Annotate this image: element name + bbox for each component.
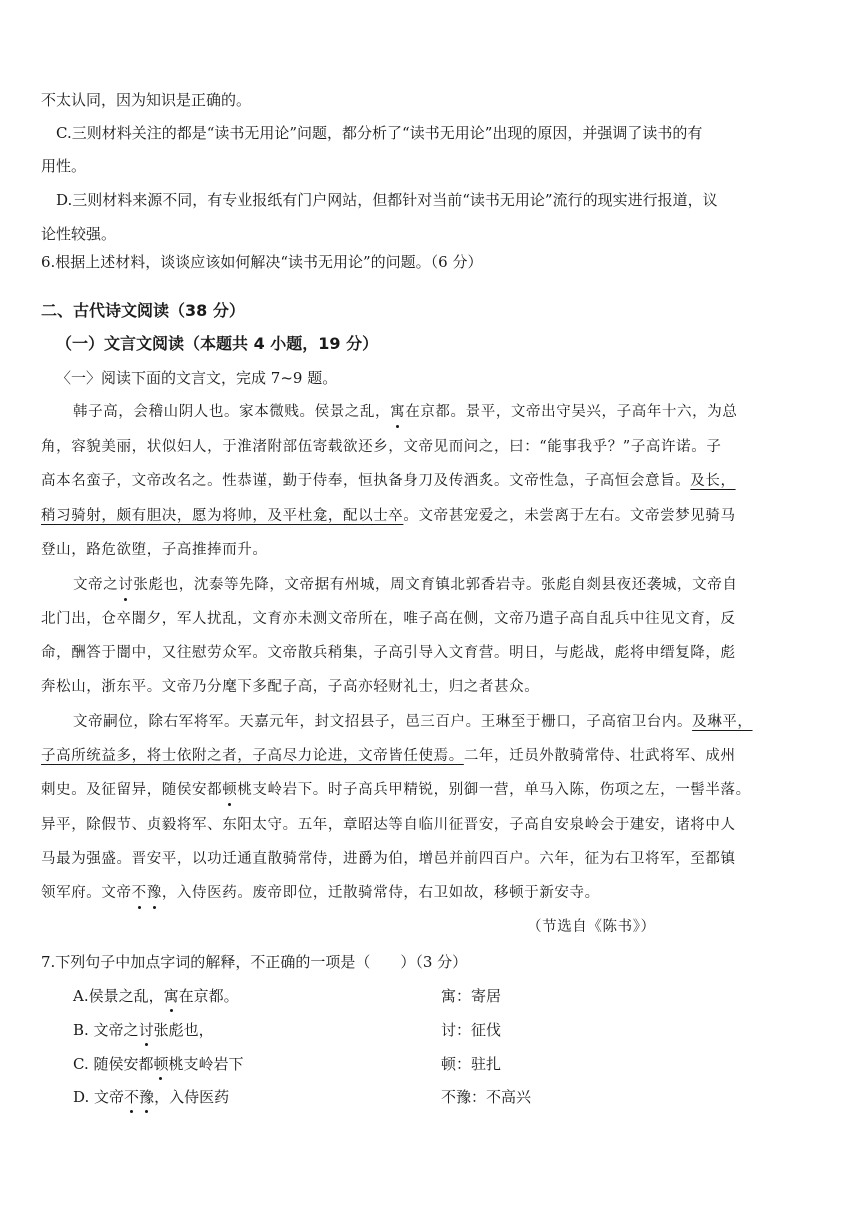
q7-option-a-explanation: 寓：寄居 [441, 987, 502, 1005]
passage-p1-line1: 韩子高，会稽山阴人也。家本微贱。侯景之乱，寓在京都。景平，文帝出守吴兴，子高年十六，为总 [73, 404, 738, 420]
q6-question: 6.根据上述材料，谈谈应该如何解决“读书无用论”的问题。（6 分） [41, 253, 483, 271]
q7-stem: 7.下列句子中加点字词的解释，不正确的一项是（ ）（3 分） [41, 953, 468, 971]
q7-option-a: A.侯景之乱，寓在京都。 [73, 987, 239, 1005]
passage-p3-line3: 刺史。及征留异，随侯安都顿桃支岭岩下。时子高兵甲精锐，别御一营，单马入陈，伤项之左，一髻半落。 [41, 782, 751, 798]
q7-option-c: C. 随侯安都顿桃支岭岩下 [73, 1055, 244, 1073]
passage-p3-line4: 异平，除假节、贞毅将军、东阳太守。五年，章昭达等自临川征晋安，子高自安泉岭会于建安，诸将中人 [41, 817, 736, 833]
underlined-sentence: 及琳平， [692, 714, 753, 730]
passage-p2-line2: 北门出，仓卒闇夕，军人扰乱，文育亦未测文帝所在，唯子高在侧，文帝乃遣子高自乱兵中往见文育，反 [41, 611, 736, 627]
passage-p3-line5: 马最为强盛。晋安平，以功迁通直散骑常侍，进爵为伯，增邑并前四百户。六年，征为右卫将军，至都镇 [41, 851, 736, 867]
passage-source: （节选自《陈书》） [527, 919, 656, 935]
emphasis-dot-char: 顿 [222, 782, 238, 798]
emphasis-dot-char: 寓 [390, 404, 406, 420]
section-title: 二、古代诗文阅读（38 分） [41, 301, 245, 320]
emphasis-dot-char: 寓 [163, 987, 179, 1005]
q5-option-c-line1: C.三则材料关注的都是“读书无用论”问题，都分析了“读书无用论”出现的原因，并强调了读书的有 [56, 124, 703, 142]
passage-p3-line6: 领军府。文帝不豫，入侍医药。废帝即位，迁散骑常侍，右卫如故，移顿于新安寺。 [41, 885, 600, 901]
instruction: 〈一〉阅读下面的文言文，完成 7~9 题。 [56, 369, 338, 387]
underlined-sentence: 子高所统益多，将士依附之者，子高尽力论进，文帝皆任使焉。 [41, 748, 464, 764]
underlined-sentence: 及长， [690, 473, 736, 489]
q7-option-b: B. 文帝之讨张彪也， [73, 1021, 214, 1039]
passage-p1-line3: 高本名蛮子，文帝改名之。性恭谨，勤于侍奉，恒执备身刀及传酒炙。文帝性急，子高恒会意旨。及长， [41, 473, 736, 489]
q7-option-b-explanation: 讨：征伐 [441, 1021, 502, 1039]
passage-p1-line4: 稍习骑射，颇有胆决，愿为将帅，及平杜龛，配以士卒。文帝甚宠爱之，未尝离于左右。文帝尝梦见骑马 [41, 508, 736, 524]
passage-p2-line3: 命，酬答于闇中，又往慰劳众军。文帝散兵稍集，子高引导入文育营。明日，与彪战，彪将申缙复降，彪 [41, 645, 736, 661]
passage-p2-line1: 文帝之讨张彪也，沈泰等先降，文帝据有州城，周文育镇北郭香岩寺。张彪自剡县夜还袭城，文帝自 [73, 577, 738, 593]
emphasis-dot-char: 豫 [146, 885, 162, 901]
emphasis-dot-char: 不 [131, 885, 147, 901]
q5-option-d-line2: 论性较强。 [41, 225, 117, 243]
emphasis-dot-char: 顿 [153, 1055, 169, 1073]
q7-option-d-explanation: 不豫：不高兴 [441, 1088, 532, 1106]
passage-p2-line4: 奔松山，浙东平。文帝乃分麾下多配子高，子高亦轻财礼士，归之者甚众。 [41, 679, 540, 695]
passage-p1-line2: 角，容貌美丽，状似妇人，于淮渚附部伍寄载欲还乡，文帝见而问之，曰：“能事我乎？”子高许诺。子 [41, 439, 722, 455]
emphasis-dot-char: 讨 [138, 1021, 154, 1039]
q5-option-c-line2: 用性。 [41, 157, 87, 175]
underlined-sentence: 稍习骑射，颇有胆决，愿为将帅，及平杜龛，配以士卒 [41, 508, 404, 524]
emphasis-dot-char: 讨 [118, 577, 134, 593]
emphasis-dot-char: 豫 [139, 1088, 155, 1106]
passage-p1-line5: 登山，路危欲堕，子高推捧而升。 [41, 542, 268, 558]
q7-option-c-explanation: 顿：驻扎 [441, 1055, 502, 1073]
emphasis-dot-char: 不 [124, 1088, 140, 1106]
q7-option-d: D. 文帝不豫，入侍医药 [73, 1088, 230, 1106]
subsection-title: （一）文言文阅读（本题共 4 小题，19 分） [56, 334, 379, 353]
passage-p3-line2: 子高所统益多，将士依附之者，子高尽力论进，文帝皆任使焉。二年，迁员外散骑常侍、壮武将军、成州 [41, 748, 736, 764]
passage-p3-line1: 文帝嗣位，除右军将军。天嘉元年，封文招县子，邑三百户。王琳至于栅口，子高宿卫台内。及琳平， [73, 714, 753, 730]
q5-option-b-tail: 不太认同，因为知识是正确的。 [41, 91, 252, 109]
q5-option-d-line1: D.三则材料来源不同，有专业报纸有门户网站，但都针对当前“读书无用论”流行的现实进行报道，议 [56, 191, 718, 209]
